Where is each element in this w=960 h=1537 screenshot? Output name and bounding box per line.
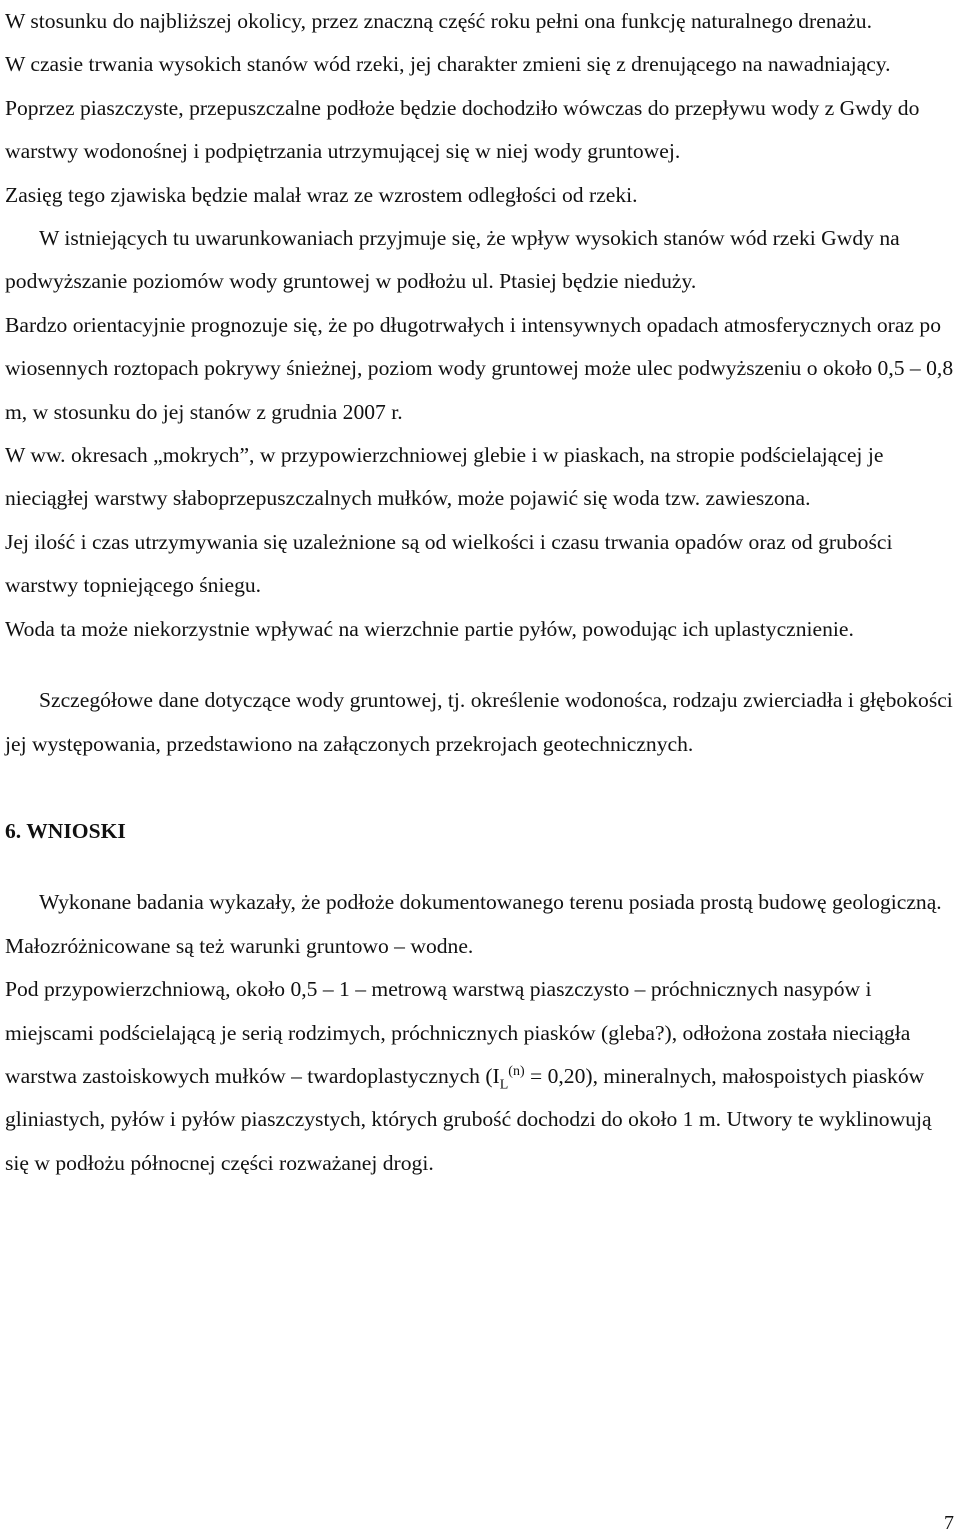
document-page (5, 0, 955, 1185)
spacer (5, 651, 955, 679)
paragraph-plasticization: Woda ta może niekorzystnie wpływać na wierzchnie partie pyłów, powodując ich uplastycznienie. (5, 616, 854, 641)
layers-text-end: = 0,20), mineralnych, małospoistych piasków gliniastych, pyłów i pyłów piaszczystych, których grubość dochodzi do około 1 m. Utwory te wyklinowują się w podłożu północnej części rozważanej drogi. (5, 1063, 932, 1175)
layers-text-start: Pod przypowierzchniową, około 0,5 – 1 – metrową warstwą piaszczysto – próchnicznych nasypów i miejscami podścielającą je serią rodzimych, próchnicznych piasków (gleba?), odłożona została nieciągła warstwa zastoiskowych mułków – twardoplastycznych (I (5, 977, 911, 1088)
paragraph-range: Zasięg tego zjawiska będzie malał wraz ze wzrostem odległości od rzeki. (5, 182, 638, 207)
section-heading: 6. WNIOSKI (5, 818, 126, 843)
paragraph-conclusions: Wykonane badania wykazały, że podłoże dokumentowanego terenu posiada prostą budowę geologiczną. Małozróżnicowane są też warunki gruntowo – wodne. (5, 890, 942, 958)
index-subscript: L (499, 1077, 509, 1093)
paragraph-character-change: W czasie trwania wysokich stanów wód rzeki, jej charakter zmieni się z drenującego na nawadniający. (5, 52, 891, 77)
paragraph-wet-periods: W ww. okresach „mokrych”, w przypowierzchniowej glebie i w piaskach, na stropie podścielającej je nieciągłej warstwy słaboprzepuszczalnych mułków, może pojawić się woda tzw. zawieszona. (5, 443, 884, 511)
paragraph-drainage: W stosunku do najbliższej okolicy, przez znaczną część roku pełni ona funkcję naturalnego drenażu. (5, 9, 872, 33)
paragraph-conditions: W istniejących tu uwarunkowaniach przyjmuje się, że wpływ wysokich stanów wód rzeki Gwdy na podwyższanie poziomów wody gruntowej w podłożu ul. Ptasiej będzie nieduży. (5, 226, 900, 294)
index-superscript: (n) (508, 1063, 525, 1079)
paragraph-layers (5, 968, 955, 1185)
paragraph-details: Szczegółowe dane dotyczące wody gruntowej, tj. określenie wodonośca, rodzaju zwierciadła i głębokości jej występowania, przedstawiono na załączonych przekrojach geotechnicznych. (5, 688, 953, 756)
spacer (5, 853, 955, 881)
paragraph-quantity: Jej ilość i czas utrzymywania się uzależnione są od wielkości i czasu trwania opadów oraz od grubości warstwy topniejącego śniegu. (5, 529, 893, 598)
paragraph-water-flow: Poprzez piaszczyste, przepuszczalne podłoże będzie dochodziło wówczas do przepływu wody z Gwdy do warstwy wodonośnej i podpiętrzania utrzymującej się w niej wody gruntowej. (5, 95, 920, 164)
paragraph-forecast: Bardzo orientacyjnie prognozuje się, że po długotrwałych i intensywnych opadach atmosferycznych oraz po wiosennych roztopach pokrywy śnieżnej, poziom wody gruntowej może ulec podwyższeniu o około 0,5 – 0,8 m, w stosunku do jej stanów z grudnia 2007 r. (5, 312, 954, 424)
page-number: 7 (944, 1512, 954, 1534)
spacer (5, 766, 955, 810)
